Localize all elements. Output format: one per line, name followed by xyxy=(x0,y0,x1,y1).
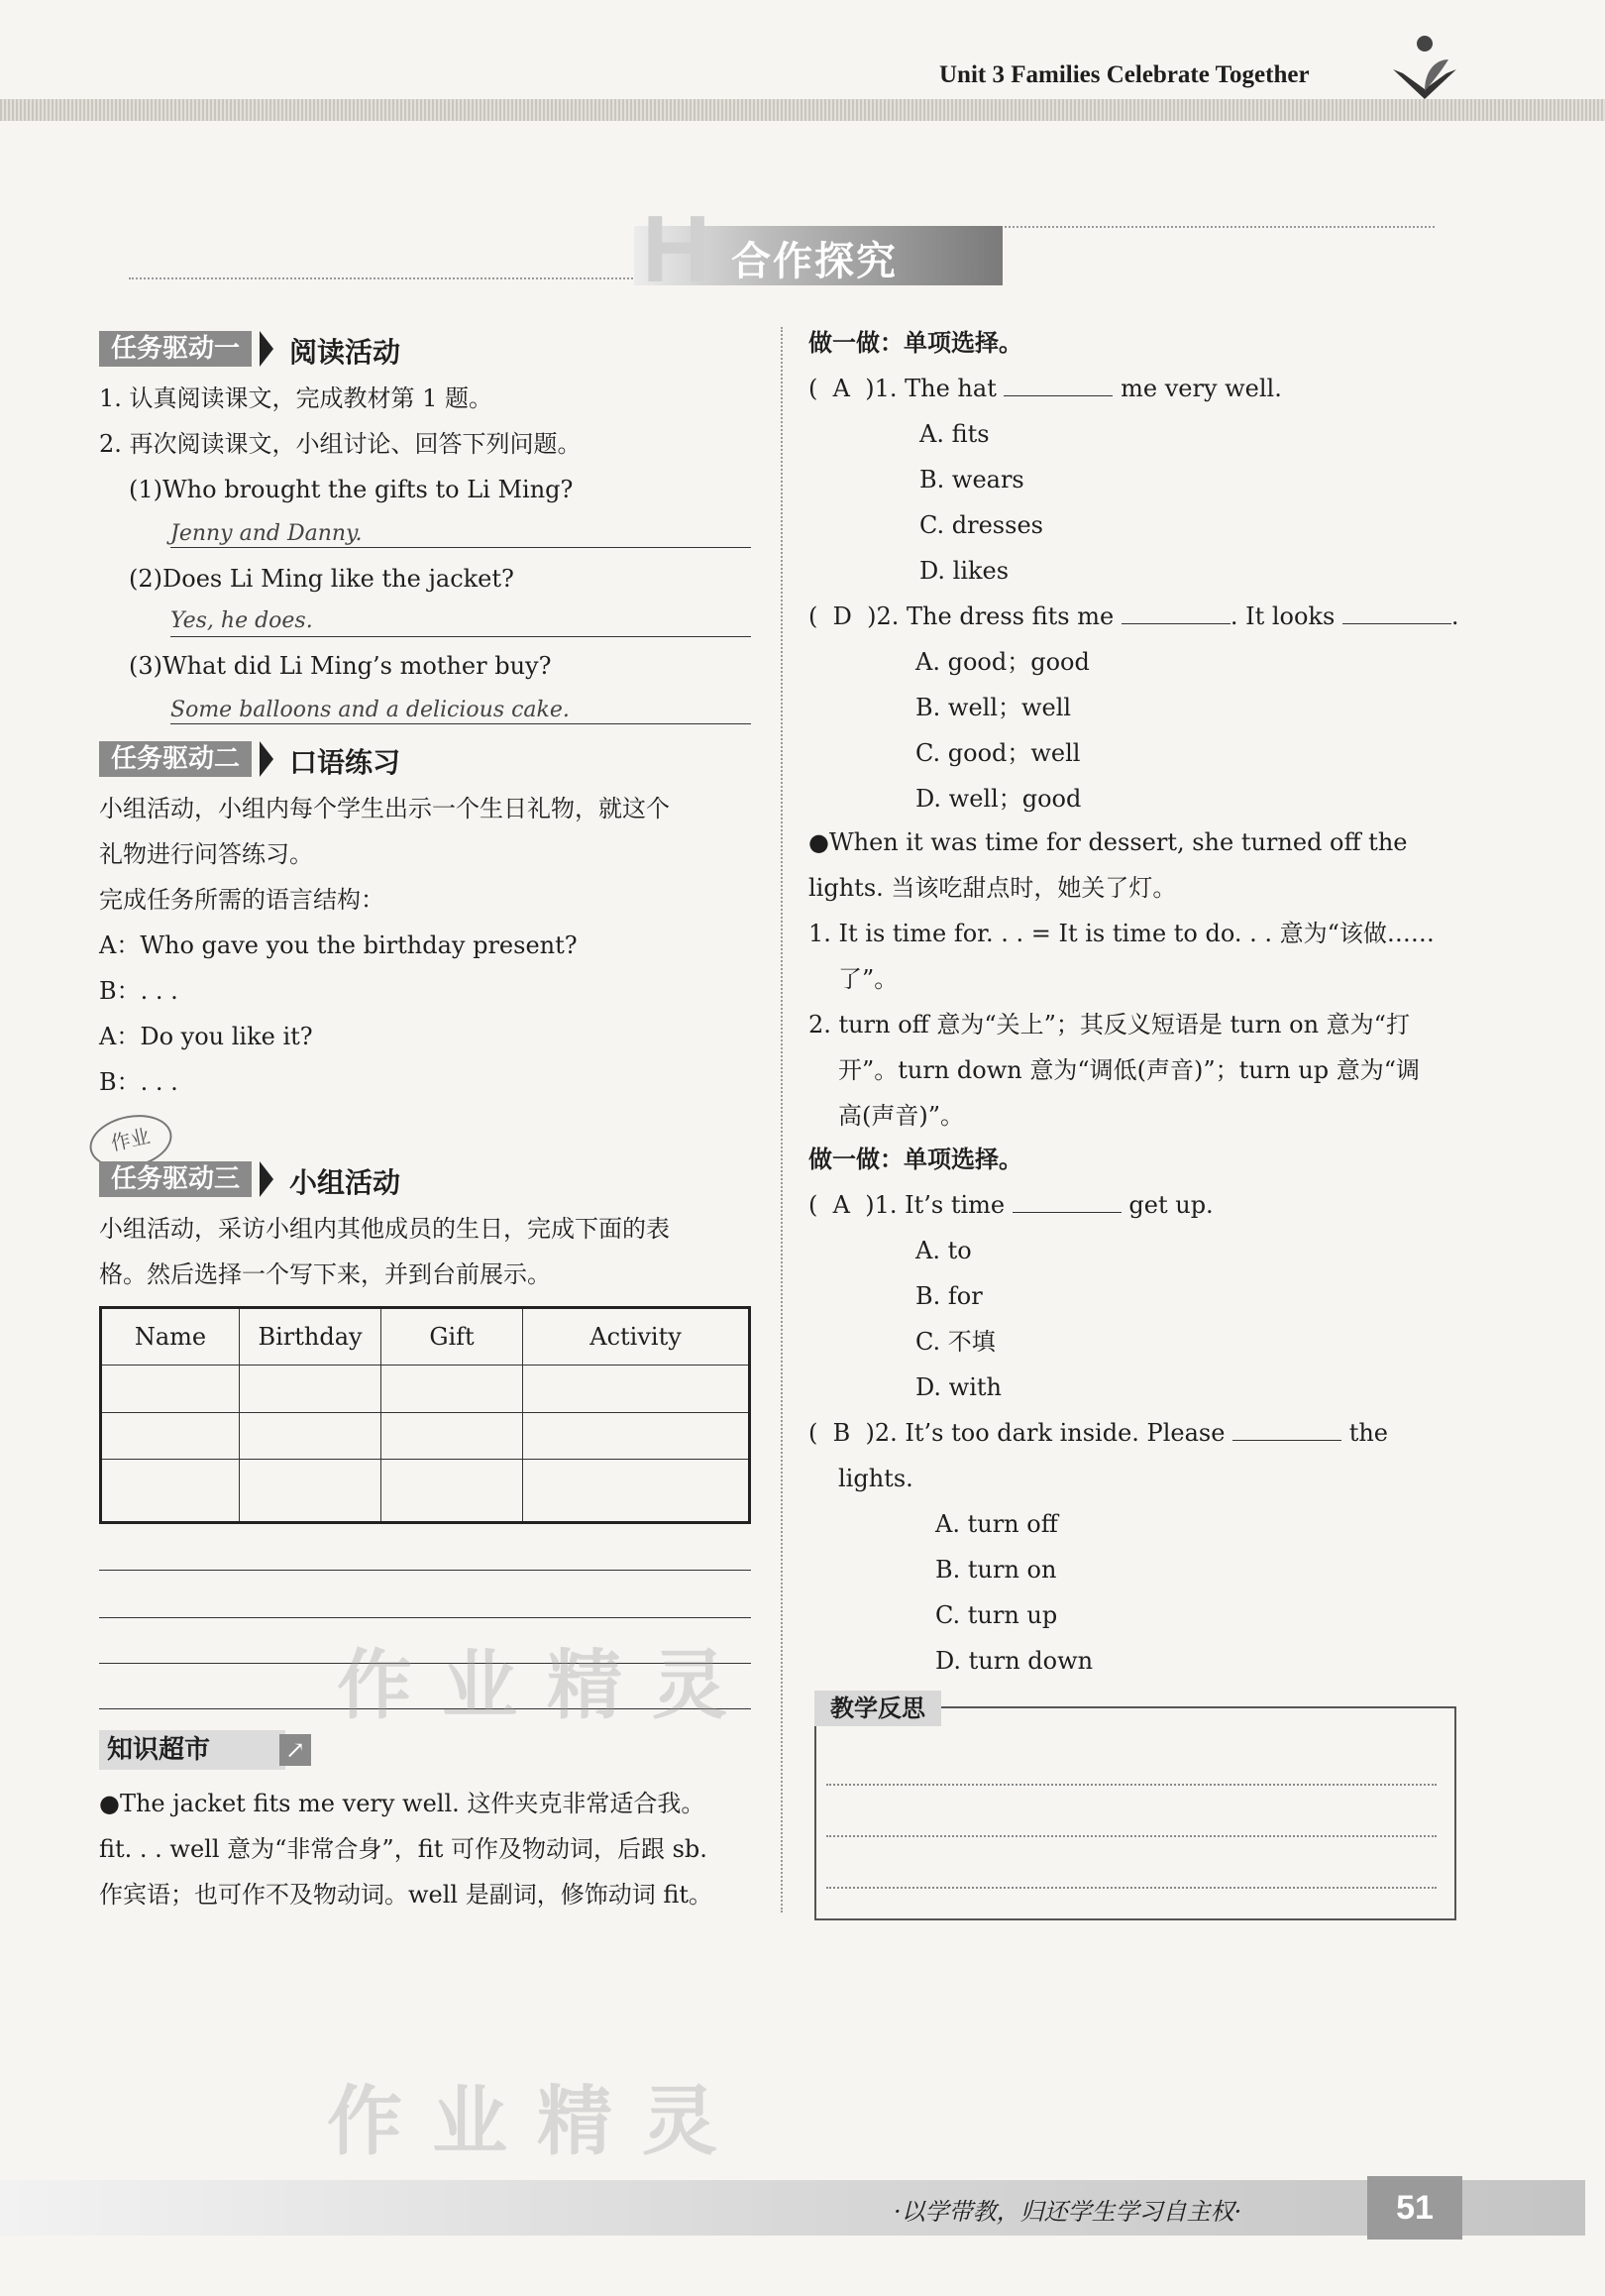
note-line: lights. 当该吃甜点时，她关了灯。 xyxy=(808,874,1177,902)
section-title: 合作探究 xyxy=(731,239,898,284)
knowledge-label: 知识超市 xyxy=(99,1730,285,1770)
note-line: 开”。turn down 意为“调低(声音)”；turn up 意为“调 xyxy=(838,1056,1421,1084)
answer-line xyxy=(170,636,751,637)
option: C. 不填 xyxy=(915,1328,996,1356)
reflection-line xyxy=(826,1887,1437,1889)
answer-blank xyxy=(1004,374,1113,396)
option: D. well；good xyxy=(915,785,1082,813)
note-line: 1. It is time for. . . = It is time to do. . . 意为“该做…… xyxy=(808,920,1435,947)
task1-line: 2. 再次阅读课文，小组讨论、回答下列问题。 xyxy=(99,430,582,458)
question-continuation: lights. xyxy=(838,1465,913,1492)
footer-bar xyxy=(0,2180,1585,2236)
dialogue-line: B：. . . xyxy=(99,1068,178,1096)
answer-choice: D xyxy=(832,602,852,630)
arrow-icon xyxy=(260,331,273,367)
task3-title: 小组活动 xyxy=(289,1166,401,1199)
arrow-icon xyxy=(260,1161,273,1197)
task2-line: 完成任务所需的语言结构： xyxy=(99,886,384,914)
decorative-rule xyxy=(1001,226,1435,228)
question-item: ( B )2. It’s too dark inside. Please the xyxy=(808,1419,1389,1447)
option: B. turn on xyxy=(935,1556,1057,1584)
answer-blank xyxy=(1013,1190,1122,1213)
option: A. good；good xyxy=(915,648,1090,676)
task3-line: 小组活动，采访小组内其他成员的生日，完成下面的表 xyxy=(99,1215,670,1243)
option: C. good；well xyxy=(915,739,1081,767)
arrow-icon xyxy=(260,741,273,777)
answer-blank xyxy=(1342,601,1451,624)
dialogue-line: A：Do you like it? xyxy=(99,1023,313,1050)
answer-choice: A xyxy=(832,375,850,402)
task3-label: 任务驱动三 xyxy=(99,1161,252,1197)
option: C. turn up xyxy=(935,1601,1058,1629)
table-row xyxy=(101,1460,750,1523)
writing-line xyxy=(99,1570,751,1571)
practice2-title: 做一做：单项选择。 xyxy=(808,1145,1022,1173)
question-item: ( A )1. The hat me very well. xyxy=(808,375,1282,402)
answer-blank xyxy=(1122,601,1230,624)
table-row xyxy=(101,1366,750,1413)
column-header: Name xyxy=(101,1308,240,1366)
task2-line: 小组活动，小组内每个学生出示一个生日礼物，就这个 xyxy=(99,795,670,822)
unit-title: Unit 3 Families Celebrate Together xyxy=(939,61,1310,88)
option: B. for xyxy=(915,1282,983,1310)
question-item: ( D )2. The dress fits me . It looks . xyxy=(808,602,1459,630)
note-line: 2. turn off 意为“关上”；其反义短语是 turn on 意为“打 xyxy=(808,1011,1410,1039)
answer-line xyxy=(170,547,751,548)
link-arrow-icon: ↗ xyxy=(279,1734,311,1766)
question: (1)Who brought the gifts to Li Ming? xyxy=(129,476,574,503)
table-row xyxy=(101,1412,750,1460)
reflection-line xyxy=(826,1835,1437,1837)
stamp-mark: 作业 xyxy=(85,1108,177,1175)
decorative-rule xyxy=(129,277,644,279)
book-logo-icon xyxy=(1385,30,1464,109)
column-divider xyxy=(781,327,783,1913)
option: B. well；well xyxy=(915,694,1072,721)
practice1-title: 做一做：单项选择。 xyxy=(808,328,1022,357)
knowledge-line: fit. . . well 意为“非常合身”，fit 可作及物动词，后跟 sb. xyxy=(99,1835,707,1863)
task3-line: 格。然后选择一个写下来，并到台前展示。 xyxy=(99,1260,551,1288)
task2-line: 礼物进行问答练习。 xyxy=(99,840,313,868)
column-header: Birthday xyxy=(240,1308,381,1366)
option: A. to xyxy=(915,1237,972,1264)
section-letter: H xyxy=(642,196,711,302)
column-header: Activity xyxy=(523,1308,750,1366)
footer-slogan: ·以学带教，归还学生学习自主权· xyxy=(894,2198,1242,2226)
option: C. dresses xyxy=(919,511,1043,539)
watermark: 作业精灵 xyxy=(327,2077,747,2165)
knowledge-line: ●The jacket fits me very well. 这件夹克非常适合我。 xyxy=(99,1790,705,1817)
answer: Jenny and Danny. xyxy=(170,521,363,546)
answer: Some balloons and a delicious cake. xyxy=(170,698,570,722)
task1-label: 任务驱动一 xyxy=(99,331,252,367)
writing-line xyxy=(99,1617,751,1618)
option: A. turn off xyxy=(935,1510,1058,1538)
watermark: 作业精灵 xyxy=(337,1641,757,1729)
answer-choice: A xyxy=(832,1191,850,1219)
note-line: 了”。 xyxy=(838,965,899,993)
task2-title: 口语练习 xyxy=(289,746,401,779)
answer-blank xyxy=(1232,1418,1341,1441)
note-line: 高(声音)”。 xyxy=(838,1102,964,1130)
option: D. with xyxy=(915,1373,1002,1401)
page-number: 51 xyxy=(1367,2176,1462,2240)
note-line: ●When it was time for dessert, she turned off the xyxy=(808,828,1408,856)
question: (3)What did Li Ming’s mother buy? xyxy=(129,652,552,680)
option: A. fits xyxy=(919,420,990,448)
answer-choice: B xyxy=(832,1419,851,1447)
question: (2)Does Li Ming like the jacket? xyxy=(129,565,514,593)
option: D. turn down xyxy=(935,1647,1094,1675)
column-header: Gift xyxy=(381,1308,523,1366)
reflection-line xyxy=(826,1784,1437,1786)
task2-label: 任务驱动二 xyxy=(99,741,252,777)
task1-line: 1. 认真阅读课文，完成教材第 1 题。 xyxy=(99,384,493,412)
header-bar xyxy=(0,99,1605,121)
dialogue-line: A：Who gave you the birthday present? xyxy=(99,931,578,959)
option: D. likes xyxy=(919,557,1010,585)
knowledge-line: 作宾语；也可作不及物动词。well 是副词，修饰动词 fit。 xyxy=(99,1881,713,1909)
answer: Yes, he does. xyxy=(170,608,313,633)
reflection-label: 教学反思 xyxy=(814,1691,941,1726)
birthday-table xyxy=(99,1306,751,1524)
option: B. wears xyxy=(919,466,1024,493)
dialogue-line: B：. . . xyxy=(99,977,178,1005)
task1-title: 阅读活动 xyxy=(289,336,401,369)
answer-line xyxy=(170,723,751,724)
question-item: ( A )1. It’s time get up. xyxy=(808,1191,1214,1219)
